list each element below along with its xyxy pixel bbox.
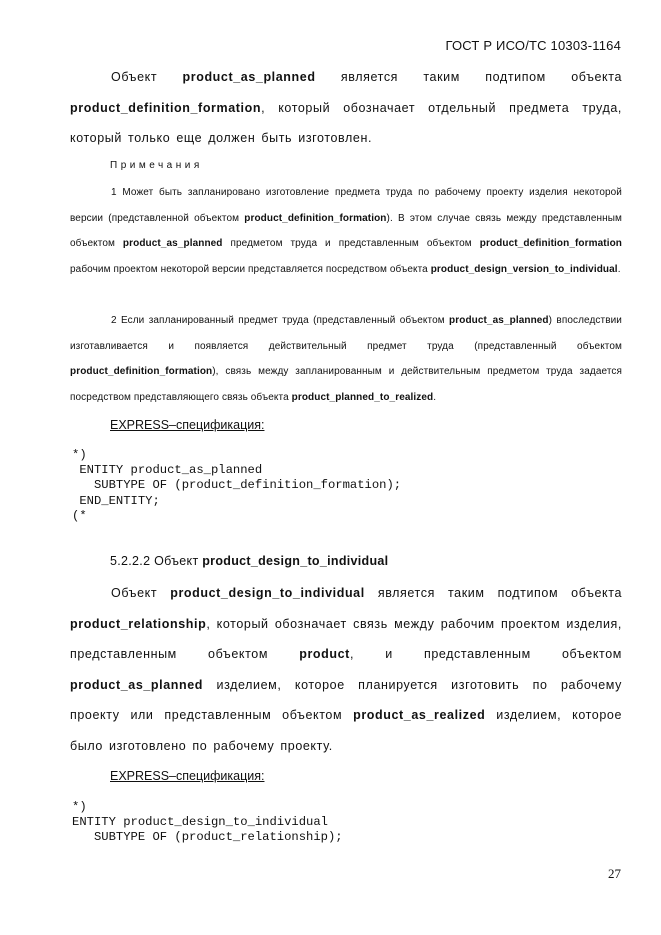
- text: Объект: [111, 586, 171, 600]
- running-header: ГОСТ Р ИСО/ТС 10303-1164: [445, 38, 621, 53]
- text: изделием, которое планируется изготовить по рабочему проекту или представленным объектом: [70, 677, 622, 722]
- entity-name: product_design_version_to_individual: [430, 263, 618, 275]
- text: , и представленным объектом: [349, 647, 622, 661]
- express-spec-label: EXPRESS–спецификация:: [110, 418, 265, 432]
- text: является таким подтипом объекта: [364, 586, 622, 600]
- express-code-block: *) ENTITY product_design_to_individual SUBTYPE OF (product_relationship);: [72, 800, 343, 845]
- page-number: 27: [608, 866, 621, 881]
- text: рабочим проектом некоторой версии представляется посредством объекта: [70, 263, 431, 275]
- text: 2 Если запланированный предмет труда (представленный объектом: [111, 315, 450, 326]
- text: предметом труда и представленным объектом: [222, 238, 480, 250]
- text: .: [617, 263, 621, 275]
- entity-name: product_as_planned: [449, 315, 549, 326]
- text: .: [433, 391, 437, 403]
- entity-name: product_planned_to_realized: [291, 391, 434, 403]
- express-spec-label: EXPRESS–спецификация:: [110, 769, 265, 783]
- note-2: [70, 308, 622, 410]
- entity-name: product_as_realized: [353, 708, 486, 722]
- entity-name: product_definition_formation: [479, 238, 622, 250]
- entity-name: product_as_planned: [70, 677, 204, 692]
- notes-title: Примечания: [110, 160, 203, 171]
- section-number: 5.2.2.2 Объект: [110, 554, 203, 568]
- text: ), связь между запланированным и действительным предметом труда задается посредством представляющего связь объекта: [70, 366, 622, 403]
- text: , который обозначает отдельный предмета труда, который только еще должен быть изготовлен.: [70, 100, 622, 145]
- text: 1 Может быть запланировано изготовление предмета труда по рабочему проекту изделия некоторой версии (представленной объектом: [70, 187, 622, 224]
- entity-name: product_definition_formation: [244, 212, 387, 224]
- section-entity-name: product_design_to_individual: [202, 554, 389, 568]
- text: Объект: [111, 70, 183, 84]
- entity-name: product_definition_formation: [70, 366, 213, 378]
- body-paragraph: [70, 578, 622, 761]
- entity-name: product_as_planned: [182, 70, 316, 84]
- text: ) впоследствии изготавливается и появляется действительный предмет труда (представленный объектом: [70, 315, 622, 352]
- entity-name: product_relationship: [70, 616, 207, 631]
- entity-name: product_design_to_individual: [170, 586, 365, 600]
- text: , который обозначает связь между рабочим проектом изделия, представленным объектом: [70, 616, 622, 661]
- entity-name: product: [299, 647, 350, 661]
- text: ). В этом случае связь между представленным объектом: [70, 212, 623, 250]
- section-heading: [110, 554, 388, 568]
- entity-name: product_as_planned: [122, 238, 223, 250]
- note-1: [70, 180, 622, 282]
- text: изделием, которое было изготовлено по рабочему проекту.: [70, 708, 622, 753]
- entity-name: product_definition_formation: [70, 100, 262, 115]
- intro-paragraph: [70, 62, 622, 154]
- text: является таким подтипом объекта: [315, 70, 622, 84]
- express-code-block: *) ENTITY product_as_planned SUBTYPE OF (product_definition_formation); END_ENTITY; (*: [72, 448, 402, 523]
